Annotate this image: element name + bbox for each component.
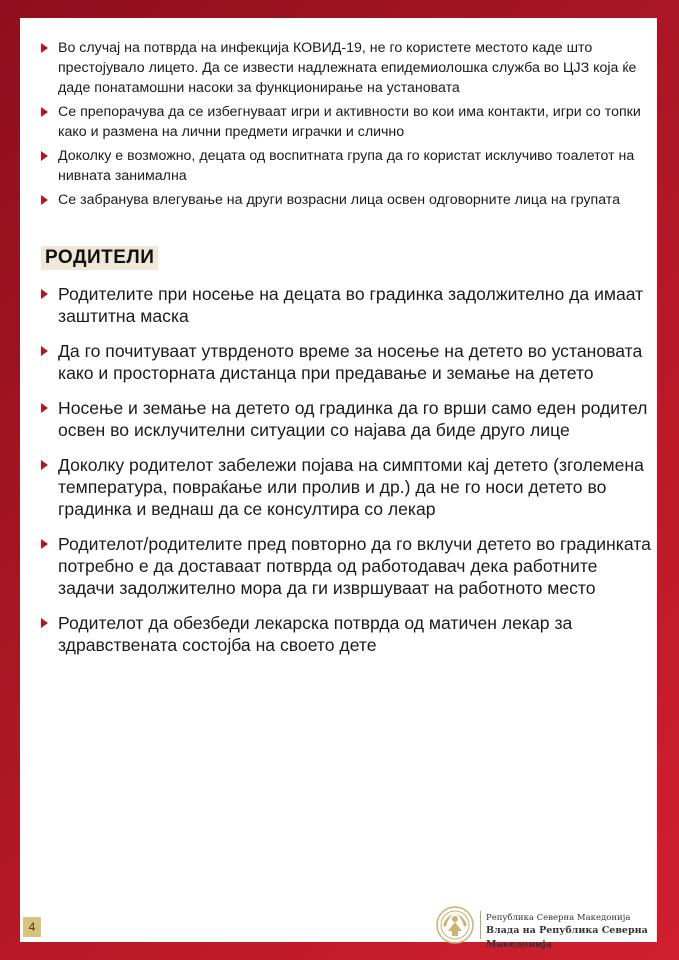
- list-item: [41, 146, 641, 186]
- list-item: [41, 612, 651, 656]
- footer-text: [486, 912, 657, 952]
- bullet-arrow-icon: [41, 460, 48, 470]
- bullet-text: Родителот/родителите пред повторно да го вклучи детето во градинката потребно е да доставаат потврда од работодавач дека работните задачи задолжително мора да ги извршуваат на работното место: [58, 534, 651, 598]
- list-item: [41, 397, 651, 441]
- list-item: [41, 454, 651, 520]
- bullet-text: Се препорачува да се избегнуваат игри и активности во кои има контакти, игри со топки како и размена на лични предмети играчки и слично: [58, 104, 641, 140]
- page-number: 4: [23, 917, 41, 937]
- bullet-arrow-icon: [41, 151, 48, 161]
- list-item: [41, 38, 641, 98]
- top-bullet-list: [41, 38, 641, 214]
- list-item: [41, 190, 641, 210]
- list-item: [41, 340, 651, 384]
- bullet-text: Родителите при носење на децата во градинка задолжително да имаат заштитна маска: [58, 284, 644, 326]
- list-item: [41, 283, 651, 327]
- footer-divider: [480, 911, 481, 939]
- parents-bullet-list: [41, 283, 651, 669]
- bullet-arrow-icon: [41, 346, 48, 356]
- coat-of-arms-icon: [435, 905, 475, 945]
- bullet-arrow-icon: [41, 618, 48, 628]
- bullet-text: Доколку родителот забележи појава на симптоми кај детето (зголемена температура, повраќање или пролив и др.) да не го носи детето во градинка и веднаш да се консултира со лекар: [58, 455, 644, 519]
- bullet-text: Да го почитуваат утврденото време за носење на детето во установата како и просторната дистанца при предавање и земање на детето: [58, 341, 643, 383]
- bullet-text: Родителот да обезбеди лекарска потврда од матичен лекар за здравствената состојба на своето дете: [58, 613, 573, 655]
- document-page: [20, 18, 657, 950]
- bullet-text: Во случај на потврда на инфекција КОВИД-19, не го користете местото каде што престојувало лицето. Да се извести надлежната епидемиолошка служба во ЦЈЗ која ќе даде понатамошни насоки за функционирање на установата: [58, 40, 637, 96]
- bullet-arrow-icon: [41, 107, 48, 117]
- bullet-text: Носење и земање на детето од градинка да го врши само еден родител освен во исклучителни ситуации со најава да биде друго лице: [58, 398, 648, 440]
- bullet-arrow-icon: [41, 195, 48, 205]
- bullet-arrow-icon: [41, 289, 48, 299]
- section-heading-parents: РОДИТЕЛИ: [41, 246, 158, 270]
- footer-government: Влада на Република Северна Македонија: [486, 925, 648, 950]
- list-item: [41, 102, 641, 142]
- footer-country: Република Северна Македонија: [486, 913, 631, 923]
- bullet-text: Се забранува влегување на други возрасни лица освен одговорните лица на групата: [58, 192, 621, 208]
- list-item: [41, 533, 651, 599]
- bullet-arrow-icon: [41, 43, 48, 53]
- bullet-arrow-icon: [41, 539, 48, 549]
- bullet-arrow-icon: [41, 403, 48, 413]
- bullet-text: Доколку е возможно, децата од воспитната група да го користат исклучиво тоалетот на нивната занимална: [58, 148, 635, 184]
